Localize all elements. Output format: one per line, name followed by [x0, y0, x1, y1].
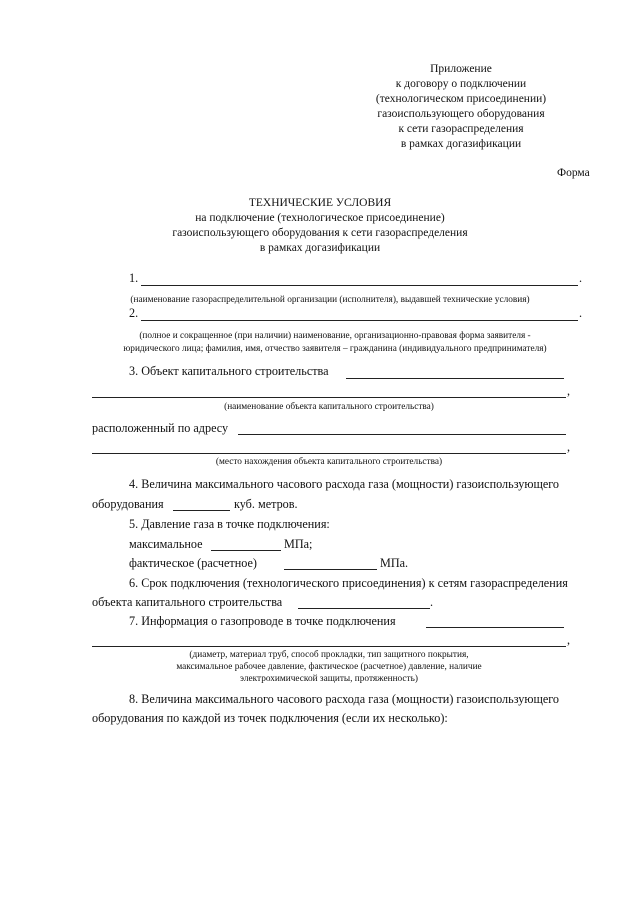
- item-4-field[interactable]: [173, 510, 230, 511]
- item-3-field-2[interactable]: [92, 397, 566, 398]
- item-4-label: оборудования: [92, 497, 164, 511]
- title-sub-3: в рамках догазификации: [259, 242, 381, 254]
- title-sub-2: газоиспользующего оборудования к сети газораспределения: [172, 227, 468, 239]
- item-8-line-2: оборудования по каждой из точек подключения (если их несколько):: [92, 711, 448, 725]
- item-7-end: ,: [567, 633, 571, 647]
- item-5-fact-field[interactable]: [284, 569, 377, 570]
- item-5-max-label: максимальное: [129, 537, 203, 551]
- item-6-end: .: [430, 595, 434, 609]
- title-main: ТЕХНИЧЕСКИЕ УСЛОВИЯ: [248, 197, 392, 209]
- address-label: расположенный по адресу: [92, 421, 229, 435]
- item-3-label: 3. Объект капитального строительства: [129, 364, 329, 378]
- item-4-unit: куб. метров.: [234, 497, 298, 511]
- item-2-caption-2: юридического лица; фамилия, имя, отчество заявителя – гражданина (индивидуального предпринимателя): [123, 344, 547, 354]
- item-5-label: 5. Давление газа в точке подключения:: [129, 517, 330, 531]
- item-7-caption-3: электрохимической защиты, протяженность): [240, 674, 418, 684]
- item-7-caption-1: (диаметр, материал труб, способ прокладки, тип защитного покрытия,: [189, 650, 469, 660]
- item-7-caption-2: максимальное рабочее давление, фактическое (расчетное) давление, наличие: [176, 662, 482, 672]
- appendix-line-2: к договору о подключении: [395, 78, 527, 90]
- item-4-line-1: 4. Величина максимального часового расхода газа (мощности) газоиспользующего: [129, 477, 560, 491]
- item-1-caption: (наименование газораспределительной организации (исполнителя), выдавшей технические условия): [130, 295, 530, 305]
- title-sub-1: на подключение (технологическое присоединение): [195, 212, 445, 224]
- item-8-line-1: 8. Величина максимального часового расхода газа (мощности) газоиспользующего: [129, 692, 560, 706]
- appendix-line-3: (технологическом присоединении): [375, 93, 547, 105]
- appendix-line-4: газоиспользующего оборудования: [377, 108, 545, 120]
- item-1-end: .: [579, 271, 583, 285]
- item-1-field[interactable]: [141, 285, 578, 286]
- item-7-field-1[interactable]: [426, 627, 564, 628]
- address-end: ,: [567, 440, 571, 454]
- item-2-caption-1: (полное и сокращенное (при наличии) наименование, организационно-правовая форма заявителя -: [139, 331, 531, 341]
- appendix-line-5: к сети газораспределения: [398, 123, 524, 135]
- item-5-fact-unit: МПа.: [380, 556, 409, 570]
- item-5-fact-label: фактическое (расчетное): [129, 556, 257, 570]
- address-field-1[interactable]: [238, 434, 566, 435]
- item-2-end: .: [579, 306, 583, 320]
- item-6-field[interactable]: [298, 608, 430, 609]
- address-caption: (место нахождения объекта капитального строительства): [215, 457, 443, 467]
- item-2-field[interactable]: [141, 320, 578, 321]
- form-label: Форма: [557, 167, 590, 179]
- item-3-end: ,: [567, 384, 571, 398]
- item-3-caption: (наименование объекта капитального строительства): [224, 402, 434, 412]
- appendix-line-1: Приложение: [430, 63, 492, 75]
- address-field-2[interactable]: [92, 453, 566, 454]
- item-3-field-1[interactable]: [346, 378, 564, 379]
- item-5-max-field[interactable]: [211, 550, 281, 551]
- item-7-field-2[interactable]: [92, 646, 566, 647]
- item-6-label: объекта капитального строительства: [92, 595, 283, 609]
- item-7-label: 7. Информация о газопроводе в точке подключения: [129, 614, 396, 628]
- appendix-line-6: в рамках догазификации: [400, 138, 522, 150]
- item-5-max-unit: МПа;: [284, 537, 313, 551]
- item-6-line-1: 6. Срок подключения (технологического присоединения) к сетям газораспределения: [129, 576, 568, 590]
- item-2-number: 2.: [129, 306, 139, 320]
- item-1-number: 1.: [129, 271, 139, 285]
